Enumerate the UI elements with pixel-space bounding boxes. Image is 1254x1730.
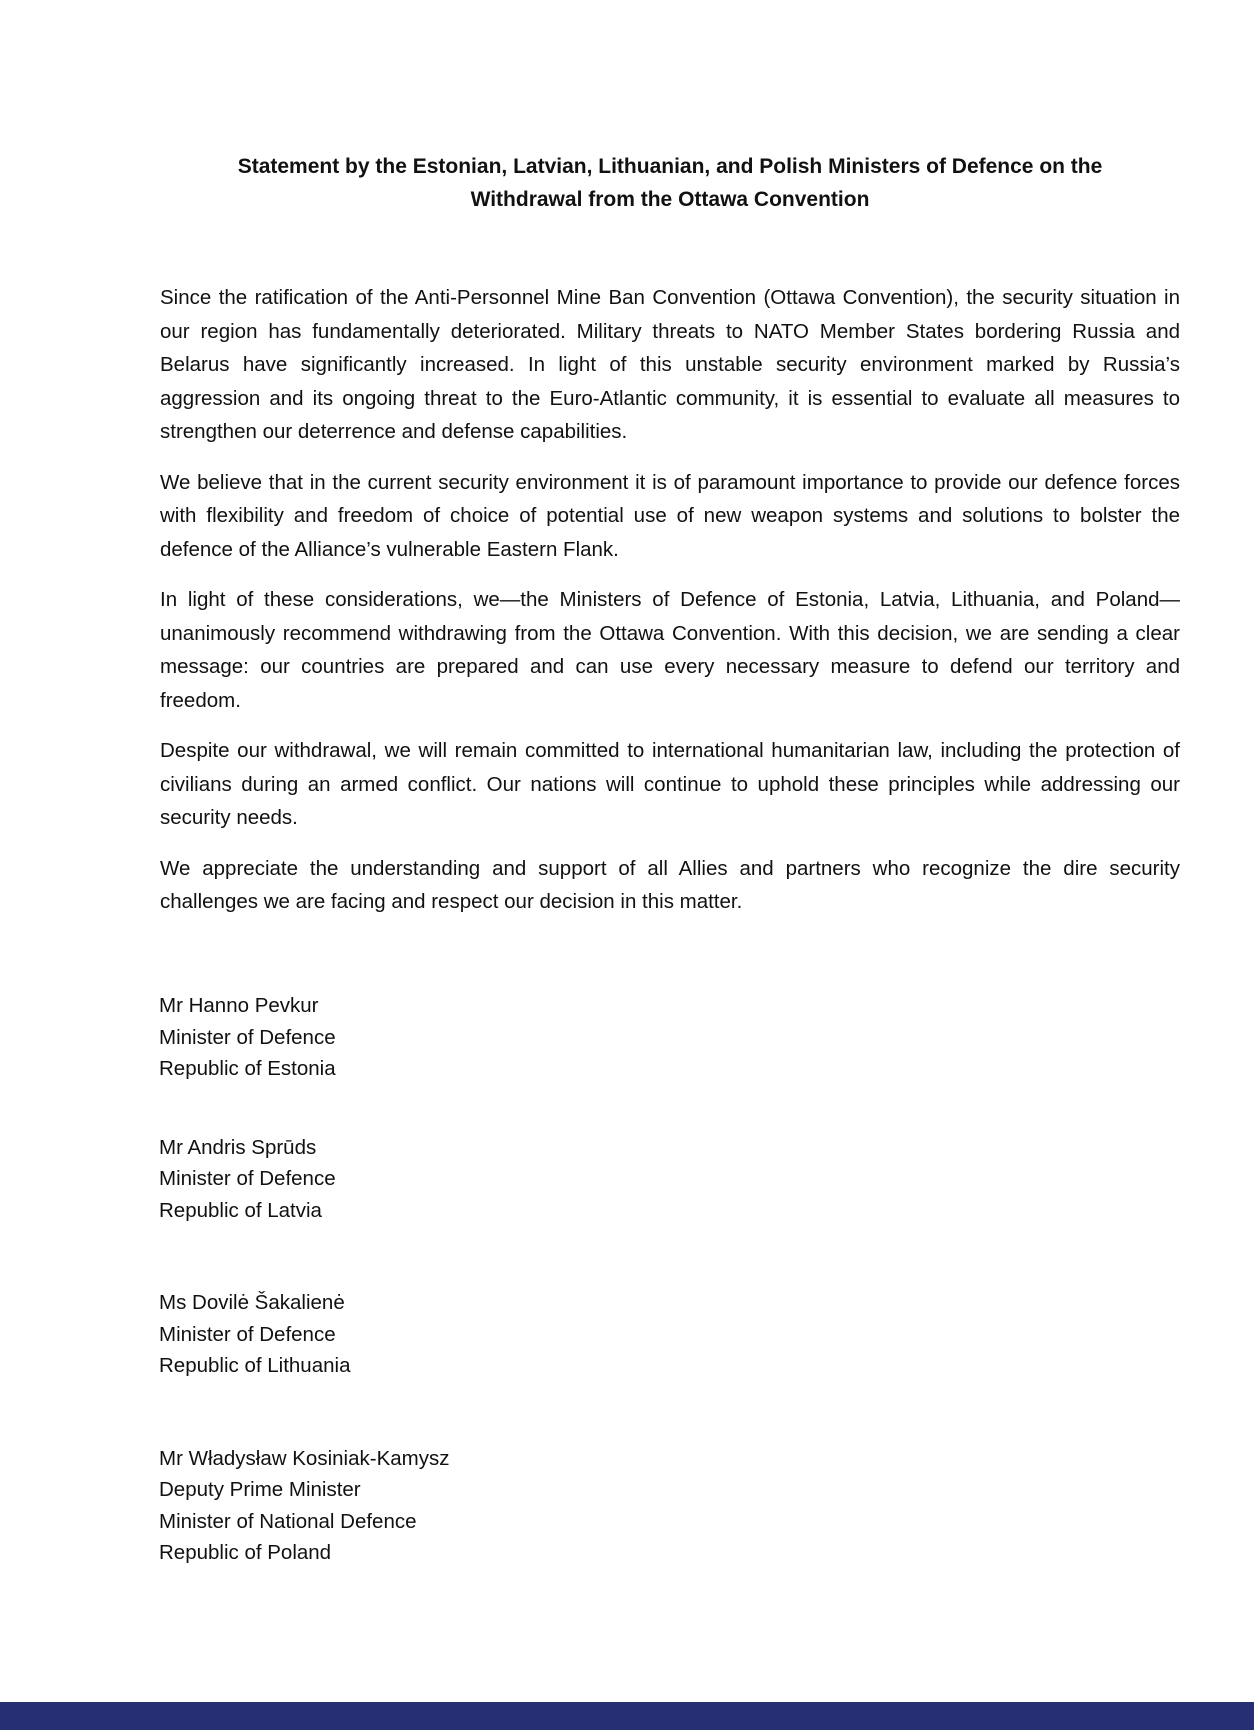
signatory-country: Republic of Latvia: [159, 1198, 322, 1222]
signatory-estonia: [159, 990, 759, 1085]
paragraph-4: Despite our withdrawal, we will remain committed to international humanitarian law, including the protection of civilians during an armed conflict. Our nations will continue to uphold these principles while addressing our security needs.: [160, 739, 1180, 829]
title-line-1: Statement by the Estonian, Latvian, Lithuanian, and Polish Ministers of Defence on the: [237, 155, 1103, 178]
document-title: [160, 150, 1180, 216]
statement-body: [160, 281, 1180, 936]
signatory-title: Minister of National Defence: [159, 1509, 417, 1533]
title-line-2: Withdrawal from the Ottawa Convention: [470, 188, 870, 211]
signatory-name: Mr Andris Sprūds: [159, 1135, 317, 1159]
paragraph-1: Since the ratification of the Anti-Personnel Mine Ban Convention (Ottawa Convention), the security situation in our region has fundamentally deteriorated. Military threats to NATO Member States bordering Russia and Belarus have significantly increased. In light of this unstable security environment marked by Russia’s aggression and its ongoing threat to the Euro-Atlantic community, it is essential to evaluate all measures to strengthen our deterrence and defense capabilities.: [160, 286, 1180, 443]
paragraph-2: We believe that in the current security environment it is of paramount importance to provide our defence forces with flexibility and freedom of choice of potential use of new weapon systems and solutions to bolster the defence of the Alliance’s vulnerable Eastern Flank.: [160, 470, 1180, 561]
signatory-latvia: [159, 1132, 759, 1227]
signatory-title: Minister of Defence: [159, 1167, 336, 1190]
signatory-country: Republic of Lithuania: [159, 1354, 351, 1377]
signatories: [159, 990, 759, 1616]
paragraph-3: In light of these considerations, we—the Ministers of Defence of Estonia, Latvia, Lithuania, and Poland—unanimously recommend withdrawing from the Ottawa Convention. With this decision, we are sending a clear message: our countries are prepared and can use every necessary measure to defend our territory and freedom.: [160, 588, 1180, 712]
signatory-title: Minister of Defence: [159, 1322, 336, 1346]
footer-bar: [0, 1702, 1254, 1730]
signatory-country: Republic of Estonia: [159, 1057, 336, 1080]
signatory-country: Republic of Poland: [159, 1541, 332, 1564]
signatory-lithuania: [159, 1287, 759, 1382]
signatory-name: Mr Władysław Kosiniak-Kamysz: [159, 1446, 450, 1470]
signatory-title: Minister of Defence: [159, 1025, 336, 1049]
signatory-name: Mr Hanno Pevkur: [159, 994, 319, 1017]
signatory-title: Deputy Prime Minister: [159, 1478, 361, 1501]
signatory-name: Ms Dovilė Šakalienė: [159, 1291, 345, 1314]
paragraph-5: We appreciate the understanding and support of all Allies and partners who recognize the dire security challenges we are facing and respect our decision in this matter.: [160, 856, 1180, 913]
signatory-poland: [159, 1443, 759, 1569]
